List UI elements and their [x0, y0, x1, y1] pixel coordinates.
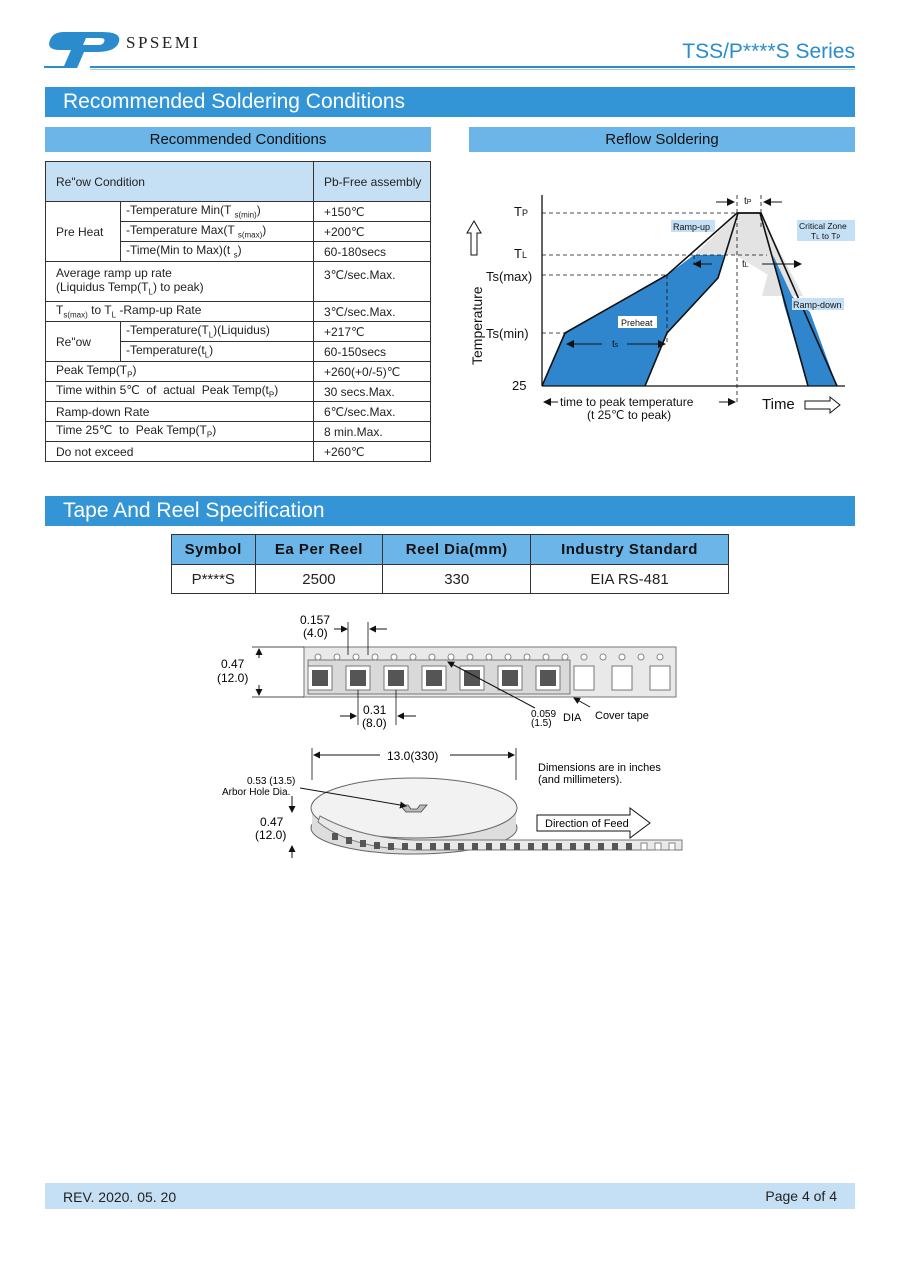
conditions-subtitle: Recommended Conditions	[45, 127, 431, 152]
feed-label: Direction of Feed	[545, 818, 629, 830]
row-label: $-Temperature(t_L)$	[121, 342, 314, 362]
t25-label: 25	[512, 378, 527, 393]
row-value: 3℃/sec.Max.	[314, 302, 431, 322]
cavity-in-label: 0.31	[363, 703, 387, 717]
col-industry-standard: Industry Standard	[531, 535, 729, 565]
cover-tape-leader	[574, 698, 590, 707]
soldering-section-title: Recommended Soldering Conditions	[45, 87, 855, 117]
row-value: 3℃/sec.Max.	[314, 262, 431, 302]
hole-dia-label: DIA	[563, 712, 582, 724]
critical-zone-label2: TL to TP	[811, 231, 841, 241]
hole-mm-label: (1.5)	[531, 718, 552, 729]
header-value: Pb-Free assembly	[314, 162, 431, 202]
tp-label: TP	[514, 204, 528, 219]
critical-zone-label: Critical Zone	[799, 221, 847, 231]
time-to-peak-label: time to peak temperature	[560, 395, 694, 409]
footer	[45, 1183, 855, 1209]
tape-reel-section-title: Tape And Reel Specification	[45, 496, 855, 526]
y-axis-title: Temperature	[469, 286, 485, 365]
table-row	[46, 442, 431, 462]
row-label: Do not exceed	[46, 442, 314, 462]
ramp-up-label: Ramp-up	[673, 222, 711, 232]
table-row	[46, 422, 431, 442]
preheat-label: Pre Heat	[46, 202, 121, 262]
reel-table-header	[172, 535, 729, 565]
row-label: Peak $Temp(T_P)$	[46, 362, 314, 382]
reel-tape-empty-pockets	[641, 843, 675, 850]
revision-label: REV. 2020. 05. 20	[63, 1189, 177, 1205]
reel-width-mm-label: (12.0)	[255, 828, 287, 842]
preheat-label: Preheat	[621, 318, 653, 328]
row-label: Ramp-down Rate	[46, 402, 314, 422]
pitch-in-label: 0.157	[300, 613, 331, 627]
row-value: +150℃	[314, 202, 431, 222]
hole-in-label: 0.059	[531, 709, 557, 720]
ramp-down-label: Ramp-down	[793, 300, 842, 310]
row-value: +260℃	[314, 442, 431, 462]
width-mm-label: (12.0)	[217, 671, 249, 685]
filled-pockets	[308, 666, 560, 690]
x-axis-title: Time	[762, 396, 795, 413]
row-label: $-Temperature(T_L)(Liquidus)$	[121, 322, 314, 342]
reel-width-in-label: 0.47	[260, 815, 284, 829]
time-to-peak-label2: (t 25℃ to peak)	[587, 408, 672, 422]
table-row	[46, 302, 431, 322]
page-number: Page 4 of 4	[765, 1188, 837, 1204]
row-value: 30 secs.Max.	[314, 382, 431, 402]
reflow-profile-diagram	[462, 185, 862, 430]
ts-small-label: ts	[612, 339, 619, 350]
arbor-label: Arbor Hole Dia.	[222, 787, 291, 798]
tape-reel-drawing	[200, 600, 690, 865]
cell-reel-dia: 330	[383, 565, 531, 594]
cell-symbol: P****S	[172, 565, 256, 594]
cell-industry-standard: EIA RS-481	[531, 565, 729, 594]
tl-label: TL	[514, 246, 527, 261]
conditions-table	[45, 161, 431, 462]
width-in-label: 0.47	[221, 657, 245, 671]
tl-small-label: tL	[742, 259, 749, 270]
col-symbol: Symbol	[172, 535, 256, 565]
row-label: Average ramp up rate (Liquidus $Temp(T_L)$ to peak)	[46, 262, 314, 302]
row-value: 6℃/sec.Max.	[314, 402, 431, 422]
col-reel-dia: Reel Dia(mm)	[383, 535, 531, 565]
dims-note: Dimensions are in inches	[538, 762, 661, 774]
cavity-mm-label: (8.0)	[362, 716, 387, 730]
arbor-dim-label: 0.53 (13.5)	[247, 776, 296, 787]
row-value: 60-150secs	[314, 342, 431, 362]
up-arrow-icon	[467, 221, 481, 255]
spsemi-logo	[44, 30, 126, 70]
ts-max-label: Ts(max)	[486, 269, 533, 284]
header-rule	[90, 66, 855, 68]
table-row	[46, 262, 431, 302]
row-label: $T_{s(max)}$ to $T_L$ -Ramp-up Rate	[46, 302, 314, 322]
row-label: -Time(Min to Max)(t $_s$)	[121, 242, 314, 262]
empty-pockets	[574, 666, 670, 690]
reflow-subtitle: Reflow Soldering	[469, 127, 855, 152]
header-rule-light	[90, 69, 855, 70]
table-header-row	[46, 162, 431, 202]
header-condition: Re"ow Condition	[46, 162, 314, 202]
table-row	[46, 202, 431, 222]
row-label: Time 25℃ to Peak $Temp(T_P)$	[46, 422, 314, 442]
series-title: TSS/P****S Series	[682, 40, 855, 63]
row-value: +260(+0/-5)℃	[314, 362, 431, 382]
row-label: -Temperature Min(T $_{s(min)}$)	[121, 202, 314, 222]
pitch-mm-label: (4.0)	[303, 626, 328, 640]
row-value: 8 min.Max.	[314, 422, 431, 442]
table-row	[46, 382, 431, 402]
right-arrow-icon	[805, 397, 840, 413]
cover-tape-label: Cover tape	[595, 710, 649, 722]
row-value: 60-180secs	[314, 242, 431, 262]
table-row	[46, 322, 431, 342]
dims-note2: (and millimeters).	[538, 774, 623, 786]
reel-table	[171, 534, 729, 594]
row-label: Time within 5℃ of actual Peak $Temp(t_P)$	[46, 382, 314, 402]
row-value: +217℃	[314, 322, 431, 342]
brand-name: SPSEMI	[126, 33, 201, 52]
col-ea-per-reel: Ea Per Reel	[255, 535, 383, 565]
tp-small-label: tP	[744, 196, 752, 207]
table-row	[172, 565, 729, 594]
row-label: -Temperature Max(T $_{s(max)}$)	[121, 222, 314, 242]
ts-min-label: Ts(min)	[486, 326, 529, 341]
cell-ea-per-reel: 2500	[255, 565, 383, 594]
row-value: +200℃	[314, 222, 431, 242]
reflow-label: Re"ow	[46, 322, 121, 362]
table-row	[46, 402, 431, 422]
table-row	[46, 362, 431, 382]
reel-dia-label: 13.0(330)	[387, 749, 439, 763]
